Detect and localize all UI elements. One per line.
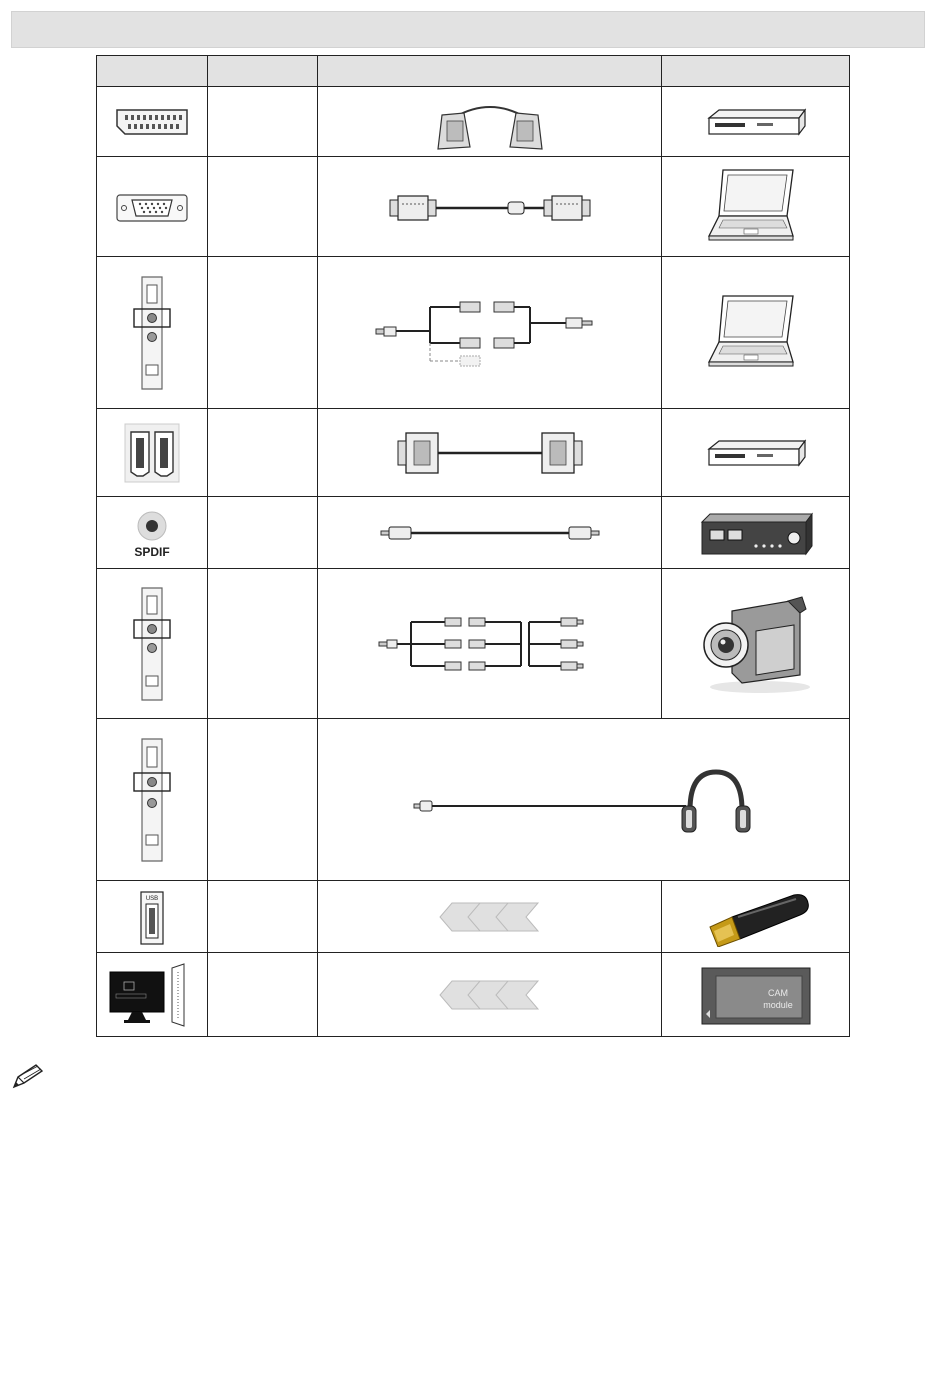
headphone-cable-icon <box>404 760 764 840</box>
header-connector <box>97 56 208 87</box>
cable-cell <box>318 497 662 569</box>
dvd-recorder-icon <box>701 104 811 140</box>
coaxial-cable-icon <box>375 515 605 551</box>
device-cell <box>662 953 850 1037</box>
type-cell <box>208 953 318 1037</box>
side-av-port-icon <box>122 584 182 704</box>
port-cell <box>97 881 208 953</box>
cable-cell <box>318 881 662 953</box>
port-cell <box>97 409 208 497</box>
type-cell <box>208 497 318 569</box>
device-cell <box>662 87 850 157</box>
cam-module-icon <box>696 962 816 1028</box>
hdmi-cable-icon <box>390 423 590 483</box>
usb-label: USB <box>145 895 159 902</box>
vga-port-icon <box>112 187 192 227</box>
type-cell <box>208 87 318 157</box>
cable-cell <box>318 409 662 497</box>
type-cell <box>208 409 318 497</box>
pc-audio-cable-icon <box>370 293 610 373</box>
device-cell <box>662 569 850 719</box>
port-cell <box>97 569 208 719</box>
port-cell <box>97 87 208 157</box>
dvd-recorder-icon <box>701 435 811 471</box>
spdif-label: SPDIF <box>134 544 170 559</box>
cam-label-line1: CAM <box>767 987 788 998</box>
scart-cable-icon <box>420 89 560 155</box>
pencil-note-icon <box>10 1063 46 1091</box>
av-cable-icon <box>375 614 605 674</box>
side-av-port-icon <box>122 735 182 865</box>
hdmi-port-icon <box>117 418 187 488</box>
table-row <box>97 881 850 953</box>
cable-cell <box>318 953 662 1037</box>
usb-stick-icon <box>696 887 816 947</box>
port-cell <box>97 719 208 881</box>
header-type <box>208 56 318 87</box>
port-cell <box>97 953 208 1037</box>
port-cell <box>97 497 208 569</box>
table-row <box>97 409 850 497</box>
device-cell <box>662 157 850 257</box>
audio-amplifier-icon <box>696 508 816 558</box>
cable-cell <box>318 569 662 719</box>
device-cell <box>662 497 850 569</box>
connection-table <box>96 55 850 1037</box>
type-cell <box>208 157 318 257</box>
usb-port-icon <box>127 886 177 948</box>
cable-cell <box>318 157 662 257</box>
table-row <box>97 497 850 569</box>
laptop-icon <box>701 162 811 252</box>
header-device <box>662 56 850 87</box>
device-cell <box>662 881 850 953</box>
device-cell <box>662 257 850 409</box>
scart-port-icon <box>107 102 197 142</box>
ci-slot-icon <box>102 960 202 1030</box>
table-row <box>97 569 850 719</box>
cam-label-line2: module <box>762 999 793 1010</box>
type-cell <box>208 257 318 409</box>
page-header-bar <box>11 11 925 48</box>
cable-cell <box>318 87 662 157</box>
table-row <box>97 87 850 157</box>
type-cell <box>208 569 318 719</box>
table-header-row <box>97 56 850 87</box>
side-av-port-icon <box>122 273 182 393</box>
device-cell <box>662 409 850 497</box>
header-cables <box>318 56 662 87</box>
vga-cable-icon <box>380 182 600 232</box>
type-cell <box>208 719 318 881</box>
port-cell <box>97 257 208 409</box>
cable-cell <box>318 719 850 881</box>
headphones-icon <box>682 772 750 832</box>
laptop-icon <box>701 288 811 378</box>
spdif-port-icon <box>117 502 187 564</box>
table-row <box>97 719 850 881</box>
insert-arrows-icon <box>430 975 550 1015</box>
type-cell <box>208 881 318 953</box>
table-row <box>97 953 850 1037</box>
port-cell <box>97 157 208 257</box>
cable-cell <box>318 257 662 409</box>
table-row <box>97 257 850 409</box>
insert-arrows-icon <box>430 897 550 937</box>
camcorder-icon <box>696 589 816 699</box>
table-row <box>97 157 850 257</box>
